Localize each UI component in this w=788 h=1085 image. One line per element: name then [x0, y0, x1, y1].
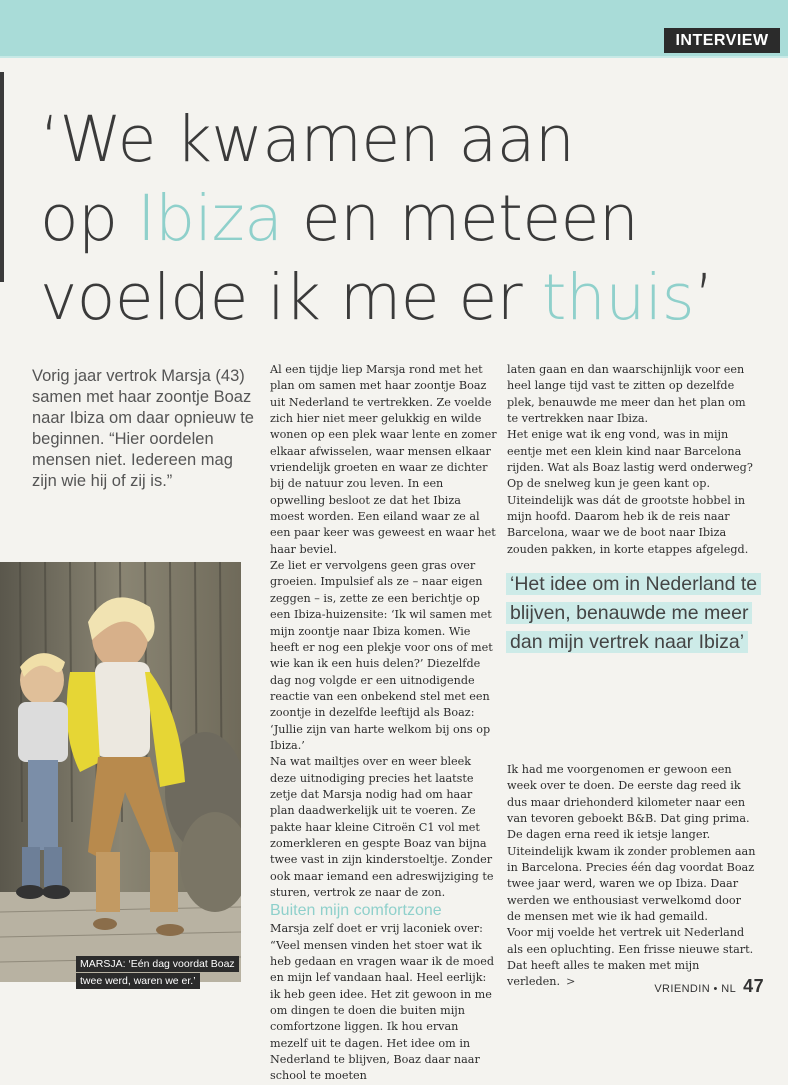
subheading-comfortzone: Buiten mijn comfortzone [270, 902, 442, 920]
section-label: INTERVIEW [664, 28, 780, 53]
top-band-divider [0, 56, 788, 58]
headline-highlight-thuis: thuis [541, 261, 695, 334]
headline-line-2-pre: op [40, 182, 138, 255]
article-column-1 [270, 362, 498, 1085]
caption-line-2: twee werd, waren we er.’ [76, 973, 200, 989]
footer-brand: VRIENDIN • NL [654, 983, 736, 995]
col2-paragraph-2: Het enige wat ik eng vond, was in mijn eentje met een klein kind naar Barcelona rijden. Wat als Boaz lastig werd onderweg? Op de snelweg kun je geen kant op. Uiteindelijk was dát de grootste hobbel in mijn hoofd. Daarom heb ik de reis naar Barcelona, waar we de boot naar Ibiza zouden pakken, in korte etappes afgelegd. [507, 428, 753, 556]
photo-caption [76, 956, 244, 990]
article-column-3 [507, 762, 757, 991]
col3-paragraph-1: Ik had me voorgenomen er gewoon een week over te doen. De eerste dag reed ik dus maar driehonderd kilometer naar een van tevoren geboekt B&B. Dat ging prima. De dagen erna reed ik ietsje langer. Uiteindelijk kwam ik zonder problemen aan in Barcelona. Precies één dag voordat Boaz twee jaar werd, waren we op Ibiza. Daar werden we enthousiast verwelkomd door de mensen met wie ik had gemaild. [507, 763, 756, 924]
headline-line-1: ‘We kwamen aan [40, 103, 575, 176]
article-column-2 [507, 362, 757, 558]
continue-arrow-icon: > [566, 975, 576, 989]
headline [40, 100, 760, 337]
pull-quote [506, 570, 766, 657]
photo-mother-and-son [0, 562, 241, 982]
col2-paragraph-1: laten gaan en dan waarschijnlijk voor een heel lange tijd vast te zitten op dezelfde plek, benauwde me meer dan het plan om te vertrekken naar Ibiza. [507, 363, 746, 426]
headline-line-2-post: en meteen [282, 182, 639, 255]
col1-paragraph-3: Na wat mailtjes over en weer bleek deze uitnodiging precies het laatste zetje dat Marsja nodig had om haar plan daadwerkelijk uit te voeren. Ze pakte haar kleine Citroën C1 vol met zomerkleren en gespte Boaz van bijna twee vast in zijn kinderstoeltje. Zonder ook maar iemand een adreswijziging te sturen, vertrok ze naar de zon. [270, 755, 494, 899]
headline-line-3-pre: voelde ik me er [40, 261, 542, 334]
headline-line-3-post: ’ [694, 261, 714, 334]
caption-line-1: MARSJA: ‘Eén dag voordat Boaz [76, 956, 239, 972]
headline-highlight-ibiza: Ibiza [137, 182, 283, 255]
lead-intro: Vorig jaar vertrok Marsja (43) samen met haar zoontje Boaz naar Ibiza om daar opnieuw te beginnen. “Hier oordelen mensen niet. Iedereen mag zijn wie hij of zij is.” [32, 367, 254, 490]
col3-paragraph-2-text: Voor mij voelde het vertrek uit Nederland als een opluchting. Een frisse nieuwe start. Dat heeft alles te maken met mijn verleden. [507, 926, 754, 989]
page-footer [654, 976, 764, 997]
col1-paragraph-4: Marsja zelf doet er vrij laconiek over: “Veel mensen vinden het stoer wat ik heb gedaan en vragen waar ik de moed en mijn lef vandaan haal. Heel eerlijk: ik heb geen idee. Het zit gewoon in me om dingen te doen die buiten mijn comfortzone liggen. Ik hou ervan mezelf uit te dagen. Het idee om in Nederland te blijven, Boaz daar naar school te moeten [270, 922, 495, 1083]
col1-paragraph-1: Al een tijdje liep Marsja rond met het plan om samen met haar zoontje Boaz uit Nederland te vertrekken. Ze voelde zich hier niet meer gelukkig en wilde wonen op een plek waar lente en zomer elkaar afwisselen, waar mensen elkaar vriendelijk groeten en waar ze dichter bij de natuur zou leven. In een opwelling besloot ze dat het Ibiza moest worden. Een eiland waar ze al een paar keer was geweest en waar het haar beviel. [270, 363, 497, 556]
left-edge-strip [0, 72, 4, 282]
photo-illustration [0, 562, 241, 982]
col1-paragraph-2: Ze liet er vervolgens geen gras over groeien. Impulsief als ze – naar eigen zeggen – is, zette ze een berichtje op een Ibiza-huizensite: ‘Ik wil samen met mijn zoontje naar Ibiza komen. Wie heeft er nog een plekje voor ons of met wie kan ik een huis delen?’ Diezelfde dag nog volgde er een uitnodigende reactie van een onbekend stel met een zoontje in dezelfde leeftijd als Boaz: ‘Jullie zijn van harte welkom bij ons op Ibiza.’ [270, 559, 493, 752]
page-number: 47 [743, 976, 764, 996]
pull-quote-text: ‘Het idee om in Nederland te blijven, benauwde me meer dan mijn vertrek naar Ibiza’ [506, 573, 761, 653]
